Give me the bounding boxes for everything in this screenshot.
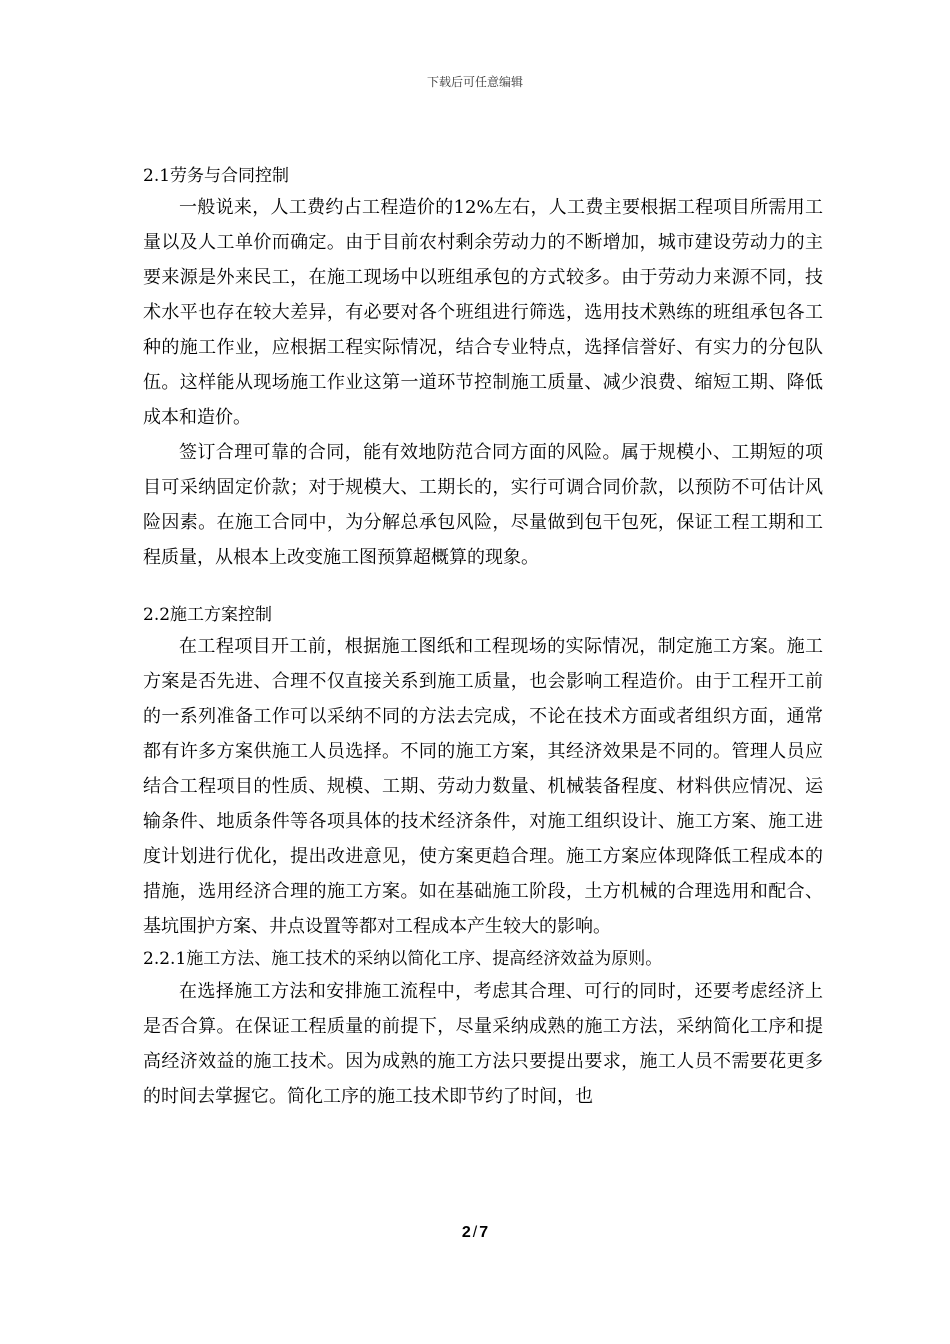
total-pages-number: 7 [479,1224,489,1241]
page-header: 下载后可任意编辑 [426,75,523,89]
paragraph-contract: 签订合理可靠的合同，能有效地防范合同方面的风险。属于规模小、工期短的项目可采纳固定价款；对于规模大、工期长的，实行可调合同价款，以预防不可估计风险因素。在施工合同中，为分解总承包风险，尽量做到包干包死，保证工程工期和工程质量，从根本上改变施工图预算超概算的现象。 [143,442,823,568]
page-separator: / [472,1224,478,1241]
section-heading-construction-plan: 2.2施工方案控制 [143,605,273,625]
page-number [0,1223,950,1243]
section-heading-labor-contract: 2.1劳务与合同控制 [143,166,290,186]
paragraph-construction-plan: 在工程项目开工前，根据施工图纸和工程现场的实际情况，制定施工方案。施工方案是否先进、合理不仅直接关系到施工质量，也会影响工程造价。由于工程开工前的一系列准备工作可以采纳不同的方法去完成，不论在技术方面或者组织方面，通常都有许多方案供施工人员选择。不同的施工方案，其经济效果是不同的。管理人员应结合工程项目的性质、规模、工期、劳动力数量、机械装备程度、材料供应情况、运输条件、地质条件等各项具体的技术经济条件，对施工组织设计、施工方案、施工进度计划进行优化，提出改进意见，使方案更趋合理。施工方案应体现降低工程成本的措施，选用经济合理的施工方案。如在基础施工阶段，土方机械的合理选用和配合、基坑围护方案、井点设置等都对工程成本产生较大的影响。 [143,636,823,937]
subsection-heading-methods: 2.2.1施工方法、施工技术的采纳以简化工序、提高经济效益为原则。 [143,949,663,969]
current-page-number: 2 [461,1224,471,1241]
paragraph-methods: 在选择施工方法和安排施工流程中，考虑其合理、可行的同时，还要考虑经济上是否合算。在保证工程质量的前提下，尽量采纳成熟的施工方法，采纳简化工序和提高经济效益的施工技术。因为成熟的施工方法只要提出要求，施工人员不需要花更多的时间去掌握它。简化工序的施工技术即节约了时间，也 [143,981,823,1107]
paragraph-labor-cost: 一般说来，人工费约占工程造价的12%左右，人工费主要根据工程项目所需用工量以及人工单价而确定。由于目前农村剩余劳动力的不断增加，城市建设劳动力的主要来源是外来民工，在施工现场中以班组承包的方式较多。由于劳动力来源不同，技术水平也存在较大差异，有必要对各个班组进行筛选，选用技术熟练的班组承包各工种的施工作业，应根据工程实际情况，结合专业特点，选择信誉好、有实力的分包队伍。这样能从现场施工作业这第一道环节控制施工质量、减少浪费、缩短工期、降低成本和造价。 [143,197,823,428]
document-body [143,162,823,1114]
